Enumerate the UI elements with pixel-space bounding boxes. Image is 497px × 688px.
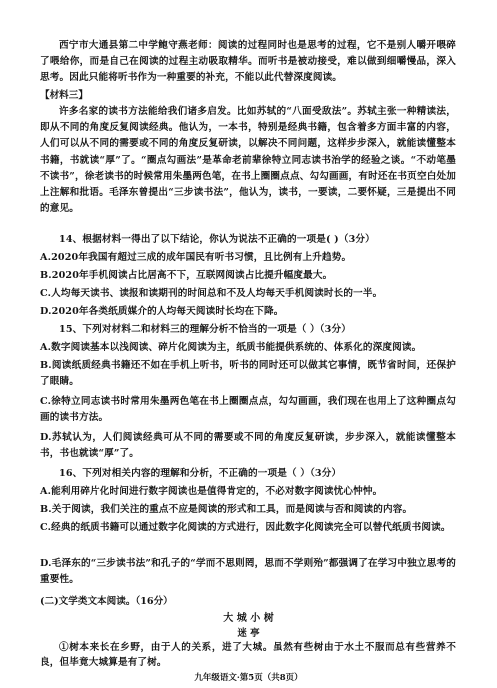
question-15-option-c: C.徐特立同志读书时常用朱墨两色笔在书上圈圈点点，勾勾画画，我们现在也用上了这种圈点勾画的读书方法。	[40, 396, 456, 424]
question-16-option-c: C.经典的纸质书籍可以通过数字化阅读的方式进行，因此数字化阅读完全可以替代纸质书阅读。	[40, 522, 451, 533]
page-footer: 九年级语文·第5页（共8页）	[194, 673, 303, 683]
question-16-option-d: D.毛泽东的“三步读书法”和孔子的“学而不思则罔，思而不学则殆”都强调了在学习中独立思考的重要性。	[40, 558, 456, 586]
question-14-option-d: D.2020年各类纸质媒介的人均每天阅读时长均在下降。	[40, 306, 284, 317]
question-14-option-a: A.2020年我国有超过三成的成年国民有听书习惯，且比例有上升趋势。	[40, 252, 352, 263]
question-16-option-b: B.关于阅读，我们关注的重点不应是阅读的形式和工具，而是阅读与否和阅读的内容。	[40, 504, 413, 515]
question-15-option-d: D.苏轼认为，人们阅读经典可从不同的需要或不同的角度反复研读，步步深入，就能读懂整本书，书也就读“厚”了。	[40, 432, 456, 460]
story-paragraph-1: ①树本来长在乡野，由于人的关系，进了大城。虽然有些树由于水土不服而总有些营养不良，但毕竟大城算是有了树。	[40, 642, 456, 668]
question-14-option-b: B.2020年手机阅读占比居高不下，互联网阅读占比提升幅度最大。	[40, 270, 333, 281]
question-15-stem: 15、下列对材料二和材料三的理解分析不恰当的一项是（ ）（3分）	[59, 324, 351, 335]
story-title: 大 城 小 树	[223, 613, 274, 624]
question-16-option-a: A.能利用碎片化时间进行数字阅读也是值得肯定的，不必对数字阅读忧心忡忡。	[40, 486, 383, 497]
question-16-stem: 16、下列对相关内容的理解和分析，不正确的一项是（ ）（3分）	[59, 468, 342, 479]
material-three-label: 【材料三】	[40, 90, 88, 101]
question-15-option-a: A.数字阅读基本以浅阅读、碎片化阅读为主，纸质书能提供系统的、体系化的深度阅读。	[40, 342, 422, 353]
paragraph-reading-methods: 许多名家的读书方法能给我们诸多启发。比如苏轼的“八面受敌法”。苏轼主张一种精读法，即从不同的角度反复阅读经典。他认为，一本书，特别是经典书籍，包含着多方面丰富的内容，人们可以从不同的需要或不同的角度反复研读，以解决不同问题，这样步步深入，就能读懂整本书籍，书就读“厚”了。“圈点勾画法”是革命老前辈徐特立同志读书治学的经验之谈。“不动笔墨不读书”，徐老读书的时候常用朱墨两色笔，在书上圈圈点点、勾勾画画，有时还在书页空白处加上注解和批语。毛泽东曾提出“三步读书法”，他认为，读书，一要读，二要怀疑，三是提出不同的意见。	[40, 106, 456, 215]
question-15-option-b: B.阅读纸质经典书籍还不如在手机上听书，听书的同时还可以做其它事情，既节省时间，还保护了眼睛。	[40, 360, 456, 388]
question-14-stem: 14、根据材料一得出了以下结论，你认为说法不正确的一项是( )（3分）	[59, 234, 375, 245]
story-author: 迷 亭	[237, 628, 260, 639]
section-literary-reading-heading: (二)文学类文本阅读。（16分）	[40, 596, 173, 607]
question-14-option-c: C.人均每天读书、读报和读期刊的时间总和不及人均每天手机阅读时长的一半。	[40, 288, 383, 299]
paragraph-teacher-quote: 西宁市大通县第二中学鲍守燕老师：阅读的过程同时也是思考的过程，它不是别人嚼开喂碎了喂给你，而是自己在阅读的过程主动吸取精华。而听书是被动接受，难以做到细嚼慢品，深入思考。因此只能将听书作为一种重要的补充，不能以此代替深度阅读。	[40, 40, 456, 84]
